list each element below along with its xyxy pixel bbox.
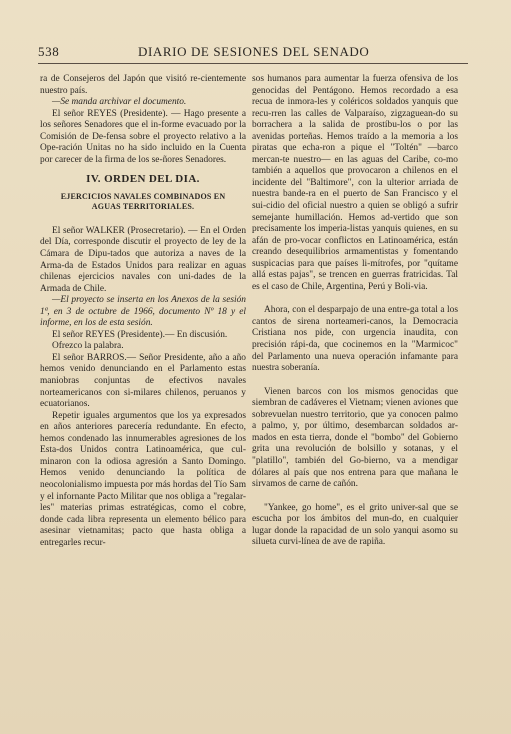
speaker: El señor WALKER (Prosecretario). bbox=[52, 225, 186, 236]
speech: — En el Orden del Día, corresponde discutir el proyecto de ley de la Cámara de Dipu-tados que autoriza a naves de la Arma-da de Estados Unidos para realizar en aguas chilenas ejercicios navales con uni-dades de la Armada de Chile. bbox=[40, 225, 247, 294]
left-column bbox=[40, 74, 246, 549]
paragraph: Ahora, con el desparpajo de una entre-ga total a los cantos de sirena norteameri-canos, la Democracia Cristiana nos pide, con urgencia inaudita, con precisión rápi-da, que cocinemos en la "Marmicoc" del Parlamento una nueva operación infamante para nuestra soberanía. bbox=[252, 305, 458, 374]
page-number: 538 bbox=[38, 44, 60, 59]
section-heading: IV. ORDEN DEL DIA. bbox=[86, 173, 200, 186]
right-column bbox=[252, 74, 458, 549]
italic-note: —El proyecto se inserta en los Anexos de la sesión 1ª, en 3 de octubre de 1966, documento Nº 18 y el informe, en los de esta sesión. bbox=[40, 295, 246, 329]
paragraph: "Yankee, go home", es el grito univer-sal que se escucha por los ámbitos del mun-do, en cualquier lugar donde la rapacidad de un solo yanqui asomo su silueta curvi-línea de ave de rapiña. bbox=[252, 502, 458, 548]
paragraph bbox=[40, 97, 246, 109]
page-header bbox=[38, 44, 468, 60]
paragraph bbox=[40, 226, 246, 295]
paragraph bbox=[40, 109, 246, 167]
paragraph: El señor BARROS.— Señor Presidente, año a año hemos venido denunciando en el Parlamento estas maniobras conjuntas de efectivos navales norteamericanos con si-milares chilenos, peruanos y ecuatorianos. bbox=[40, 352, 246, 410]
paragraph: ra de Consejeros del Japón que visitó re-cientemente nuestro país. bbox=[40, 74, 246, 96]
journal-title: DIARIO DE SESIONES DEL SENADO bbox=[138, 44, 370, 59]
paragraph: El señor REYES (Presidente).— En discusión. bbox=[52, 329, 228, 340]
paragraph bbox=[40, 295, 246, 330]
paragraph: sos humanos para aumentar la fuerza ofensiva de los genocidas del Pentágono. Hemos recordado a esa recua de inmora-les y coléricos soldados yanquis que recu-rren las calles de Valparaíso, zigzaguean-do su borrachera a la salida de prostíbu-los o por las avenidas porteñas. Hemos traído a la memoria a los piratas que echa-ron a pique el "Toltén" —barco mercan-te nuestro— en las aguas del Caribe, co-mo también a aquellos que provocaron a chilenos en el incidente del "Baltimore", con la ulterior arriada de nuestra bande-ra en el puerto de San Francisco y el sui-cidio del oficial nuestro a quien se obligó a sufrir semejante humillación. Hemos ad-vertido que son precisamente los imperia-listas yanquis quienes, en su afán de pro-vocar conflictos en Latinoamérica, están creando desequilibrios armamentistas y fomentando suspicacias para que países li-mítrofes, por "quítame allá estas pajas", se trencen en guerras fratricidas. Tal es el caso de Chile, Argentina, Perú y Boli-via. bbox=[252, 74, 458, 292]
speech: — Hago presente a los señores Senadores que el in-forme evacuado por la Comisión de De-fensa sobre el proyecto relativo a la Ope-ración Unitas no ha sido incluido en la Cuenta por carecer de la firma de los se-ñores Senadores. bbox=[40, 108, 247, 165]
paragraph: Repetir iguales argumentos que los ya expresados en años anteriores parecería redundante. En efecto, hemos condenado las innumerables agresiones de los Esta-dos Unidos contra Latinoamérica, que cul-minaron con la odiosa agresión a Santo Domingo. Hemos venido denunciando la política de neocolonialismo impuesta por más hordas del Tío Sam y el infornante Pacto Militar que nos obliga a "regalar-les" materias primas estratégicas, como el cobre, donde cada libra representa un elemento bélico para asesinar vietnamitas; pacto que hasta obliga a entregarles recur- bbox=[40, 410, 246, 548]
header-rule bbox=[38, 63, 468, 64]
italic-note: —Se manda archivar el documento. bbox=[52, 97, 187, 108]
section-subheading: EJERCICIOS NAVALES COMBINADOS EN AGUAS TERRITORIALES. bbox=[60, 191, 226, 211]
speaker: El señor REYES (Presidente). bbox=[52, 108, 168, 119]
paragraph: Ofrezco la palabra. bbox=[52, 341, 124, 352]
paragraph: Vienen barcos con los mismos genocidas que siembran de cadáveres el Vietnam; vienen aviones que sobrevuelan nuestro territorio, que ya conocen palmo a palmo, y, por último, desembarcan soldados ar-mados en esta tierra, donde el "bombo" del Gobierno grita una revolución de bolsillo y sotanas, y el "platillo", también del Go-bierno, va a mendigar dólares al país que nos entrena para que mañana le sirvamos de carne de cañón. bbox=[252, 386, 458, 490]
